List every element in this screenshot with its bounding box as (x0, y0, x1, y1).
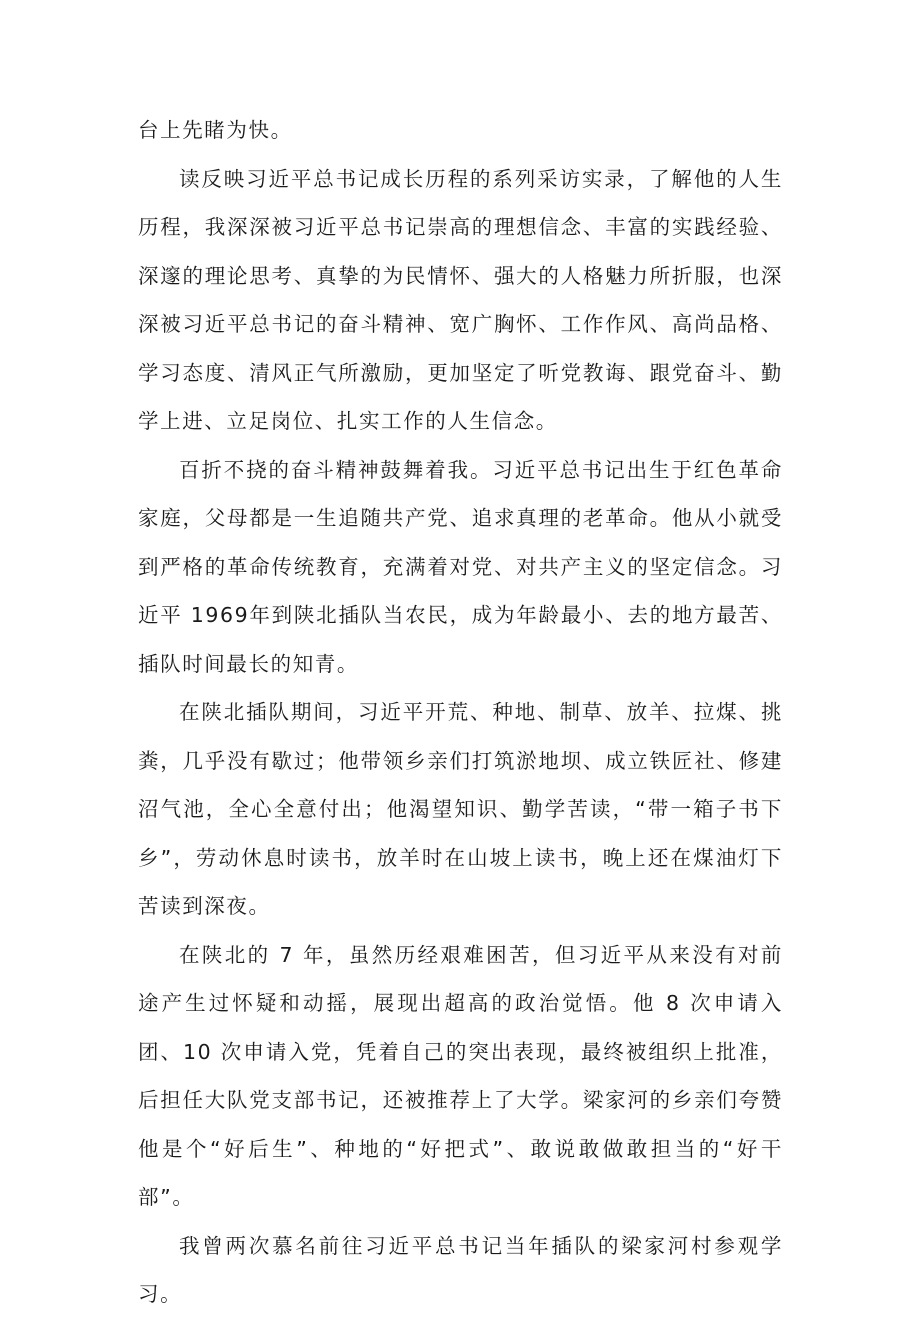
paragraph-3: 百折不挠的奋斗精神鼓舞着我。习近平总书记出生于红色革命家庭，父母都是一生追随共产党、追求真理的老革命。他从小就受到严格的革命传统教育，充满着对党、对共产主义的坚定信念。习近平 1969年到陕北插队当农民，成为年龄最小、去的地方最苦、插队时间最长的知青。 (138, 457, 783, 676)
paragraph-6: 我曾两次慕名前往习近平总书记当年插队的梁家河村参观学习。 (138, 1233, 783, 1306)
paragraph-5: 在陕北的 7 年，虽然历经艰难困苦，但习近平从来没有对前途产生过怀疑和动摇，展现出超高的政治觉悟。他 8 次申请入团、10 次申请入党，凭着自己的突出表现，最终被组织上批准，后担任大队党支部书记，还被推荐上了大学。梁家河的乡亲们夸赞他是个“好后生”、种地的“好把式”、敢说敢做敢担当的“好干部”。 (138, 942, 783, 1209)
paragraph-4: 在陕北插队期间，习近平开荒、种地、制草、放羊、拉煤、挑粪，几乎没有歇过；他带领乡亲们打筑淤地坝、成立铁匠社、修建沼气池，全心全意付出；他渴望知识、勤学苦读，“带一箱子书下乡”，劳动休息时读书，放羊时在山坡上读书，晚上还在煤油灯下苦读到深夜。 (138, 700, 783, 918)
paragraph-2: 读反映习近平总书记成长历程的系列采访实录，了解他的人生历程，我深深被习近平总书记崇高的理想信念、丰富的实践经验、深邃的理论思考、真挚的为民情怀、强大的人格魅力所折服，也深深被习近平总书记的奋斗精神、宽广胸怀、工作作风、高尚品格、学习态度、清风正气所激励，更加坚定了听党教诲、跟党奋斗、勤学上进、立足岗位、扎实工作的人生信念。 (138, 166, 783, 433)
document-body (138, 106, 783, 1319)
paragraph-1: 台上先睹为快。 (138, 118, 293, 142)
